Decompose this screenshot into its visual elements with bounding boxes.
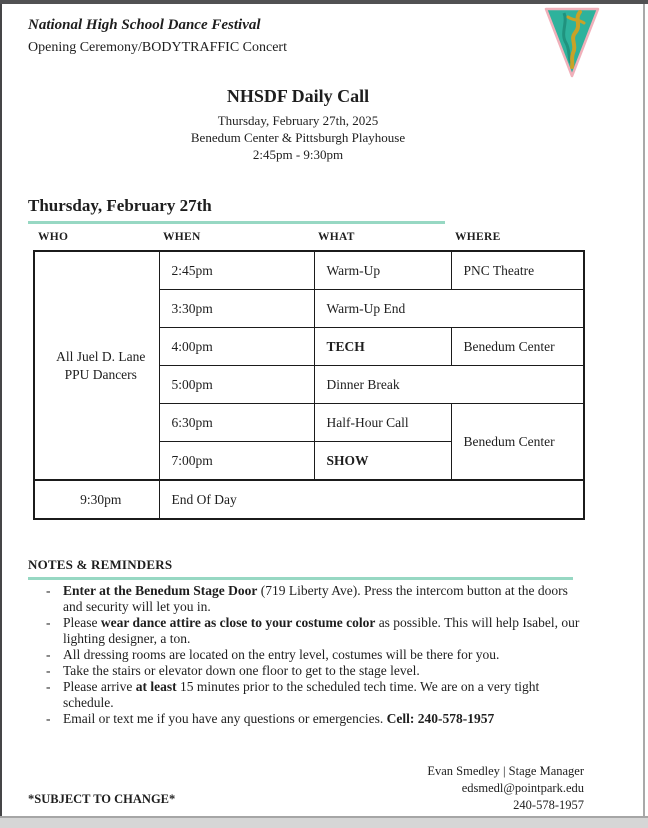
note-text: Take the stairs or elevator down one floor to get to the stage level. (63, 663, 420, 678)
note-item (28, 647, 580, 663)
note-text: All dressing rooms are located on the entry level, costumes will be there for you. (63, 647, 500, 662)
notes-list (28, 583, 580, 727)
notes-heading-underline (28, 577, 573, 580)
doc-header (28, 84, 568, 163)
note-text: (719 Liberty Ave). Press the intercom button at the doors and security will let you in. (63, 583, 568, 614)
contact-email: edsmedl@pointpark.edu (461, 781, 584, 795)
note-text: as possible. This will help Isabel, our lighting designer, a ton. (63, 615, 580, 646)
note-text-bold: at least (135, 679, 177, 694)
nhsdf-dancer-triangle-logo-icon (544, 7, 600, 79)
note-text-bold: Cell: 240-578-1957 (386, 711, 495, 726)
col-header-who: WHO (38, 231, 69, 243)
what-cell: SHOW (314, 442, 451, 481)
what-cell: End Of Day (159, 480, 584, 519)
doc-date: Thursday, February 27th, 2025 (217, 113, 379, 128)
page-left-edge (0, 4, 2, 817)
note-item (28, 679, 580, 711)
col-header-what: WHAT (318, 231, 355, 243)
when-cell: 9:30pm (34, 480, 159, 519)
contact-name: Evan Smedley | Stage Manager (427, 764, 584, 778)
doc-time-range: 2:45pm - 9:30pm (252, 147, 344, 162)
day-heading-underline (28, 221, 445, 224)
note-text-bold: wear dance attire as close to your costume color (100, 615, 376, 630)
contact-block (427, 763, 584, 814)
note-item (28, 583, 580, 615)
doc-title: NHSDF Daily Call (226, 86, 370, 106)
note-item (28, 711, 580, 727)
where-cell: PNC Theatre (451, 251, 584, 290)
org-header (28, 14, 287, 58)
what-cell: Warm-Up End (314, 290, 584, 328)
note-text: 15 minutes prior to the scheduled tech time. We are on a very tight schedule. (63, 679, 540, 710)
table-row-end-of-day (34, 480, 584, 519)
page-right-edge (643, 4, 645, 817)
contact-phone: 240-578-1957 (513, 798, 584, 812)
what-cell: TECH (314, 328, 451, 366)
where-cell: Benedum Center (451, 328, 584, 366)
note-text-bold: Enter at the Benedum Stage Door (63, 583, 258, 598)
note-text: Email or text me if you have any questions or emergencies. (63, 711, 387, 726)
what-cell: Dinner Break (314, 366, 584, 404)
when-cell: 4:00pm (159, 328, 314, 366)
what-cell: Warm-Up (314, 251, 451, 290)
page-bottom-edge (0, 816, 648, 828)
window-top-edge (0, 0, 648, 4)
subject-to-change-note: *SUBJECT TO CHANGE* (28, 792, 176, 806)
note-item (28, 615, 580, 647)
when-cell: 5:00pm (159, 366, 314, 404)
schedule-table (33, 250, 585, 520)
what-cell: Half-Hour Call (314, 404, 451, 442)
when-cell: 6:30pm (159, 404, 314, 442)
doc-venue: Benedum Center & Pittsburgh Playhouse (190, 130, 406, 145)
event-subtitle: Opening Ceremony/BODYTRAFFIC Concert (28, 40, 287, 55)
notes-section-heading: NOTES & REMINDERS (28, 557, 173, 572)
when-cell: 3:30pm (159, 290, 314, 328)
col-header-where: WHERE (455, 231, 501, 243)
day-section-heading: Thursday, February 27th (28, 196, 212, 215)
note-text: Please (63, 615, 101, 630)
note-item (28, 663, 580, 679)
table-row (34, 251, 584, 290)
org-title: National High School Dance Festival (28, 17, 261, 33)
when-cell: 2:45pm (159, 251, 314, 290)
note-text: Please arrive (63, 679, 136, 694)
when-cell: 7:00pm (159, 442, 314, 481)
col-header-when: WHEN (163, 231, 201, 243)
where-cell: Benedum Center (451, 404, 584, 481)
who-group-cell: All Juel D. Lane PPU Dancers (34, 251, 159, 480)
